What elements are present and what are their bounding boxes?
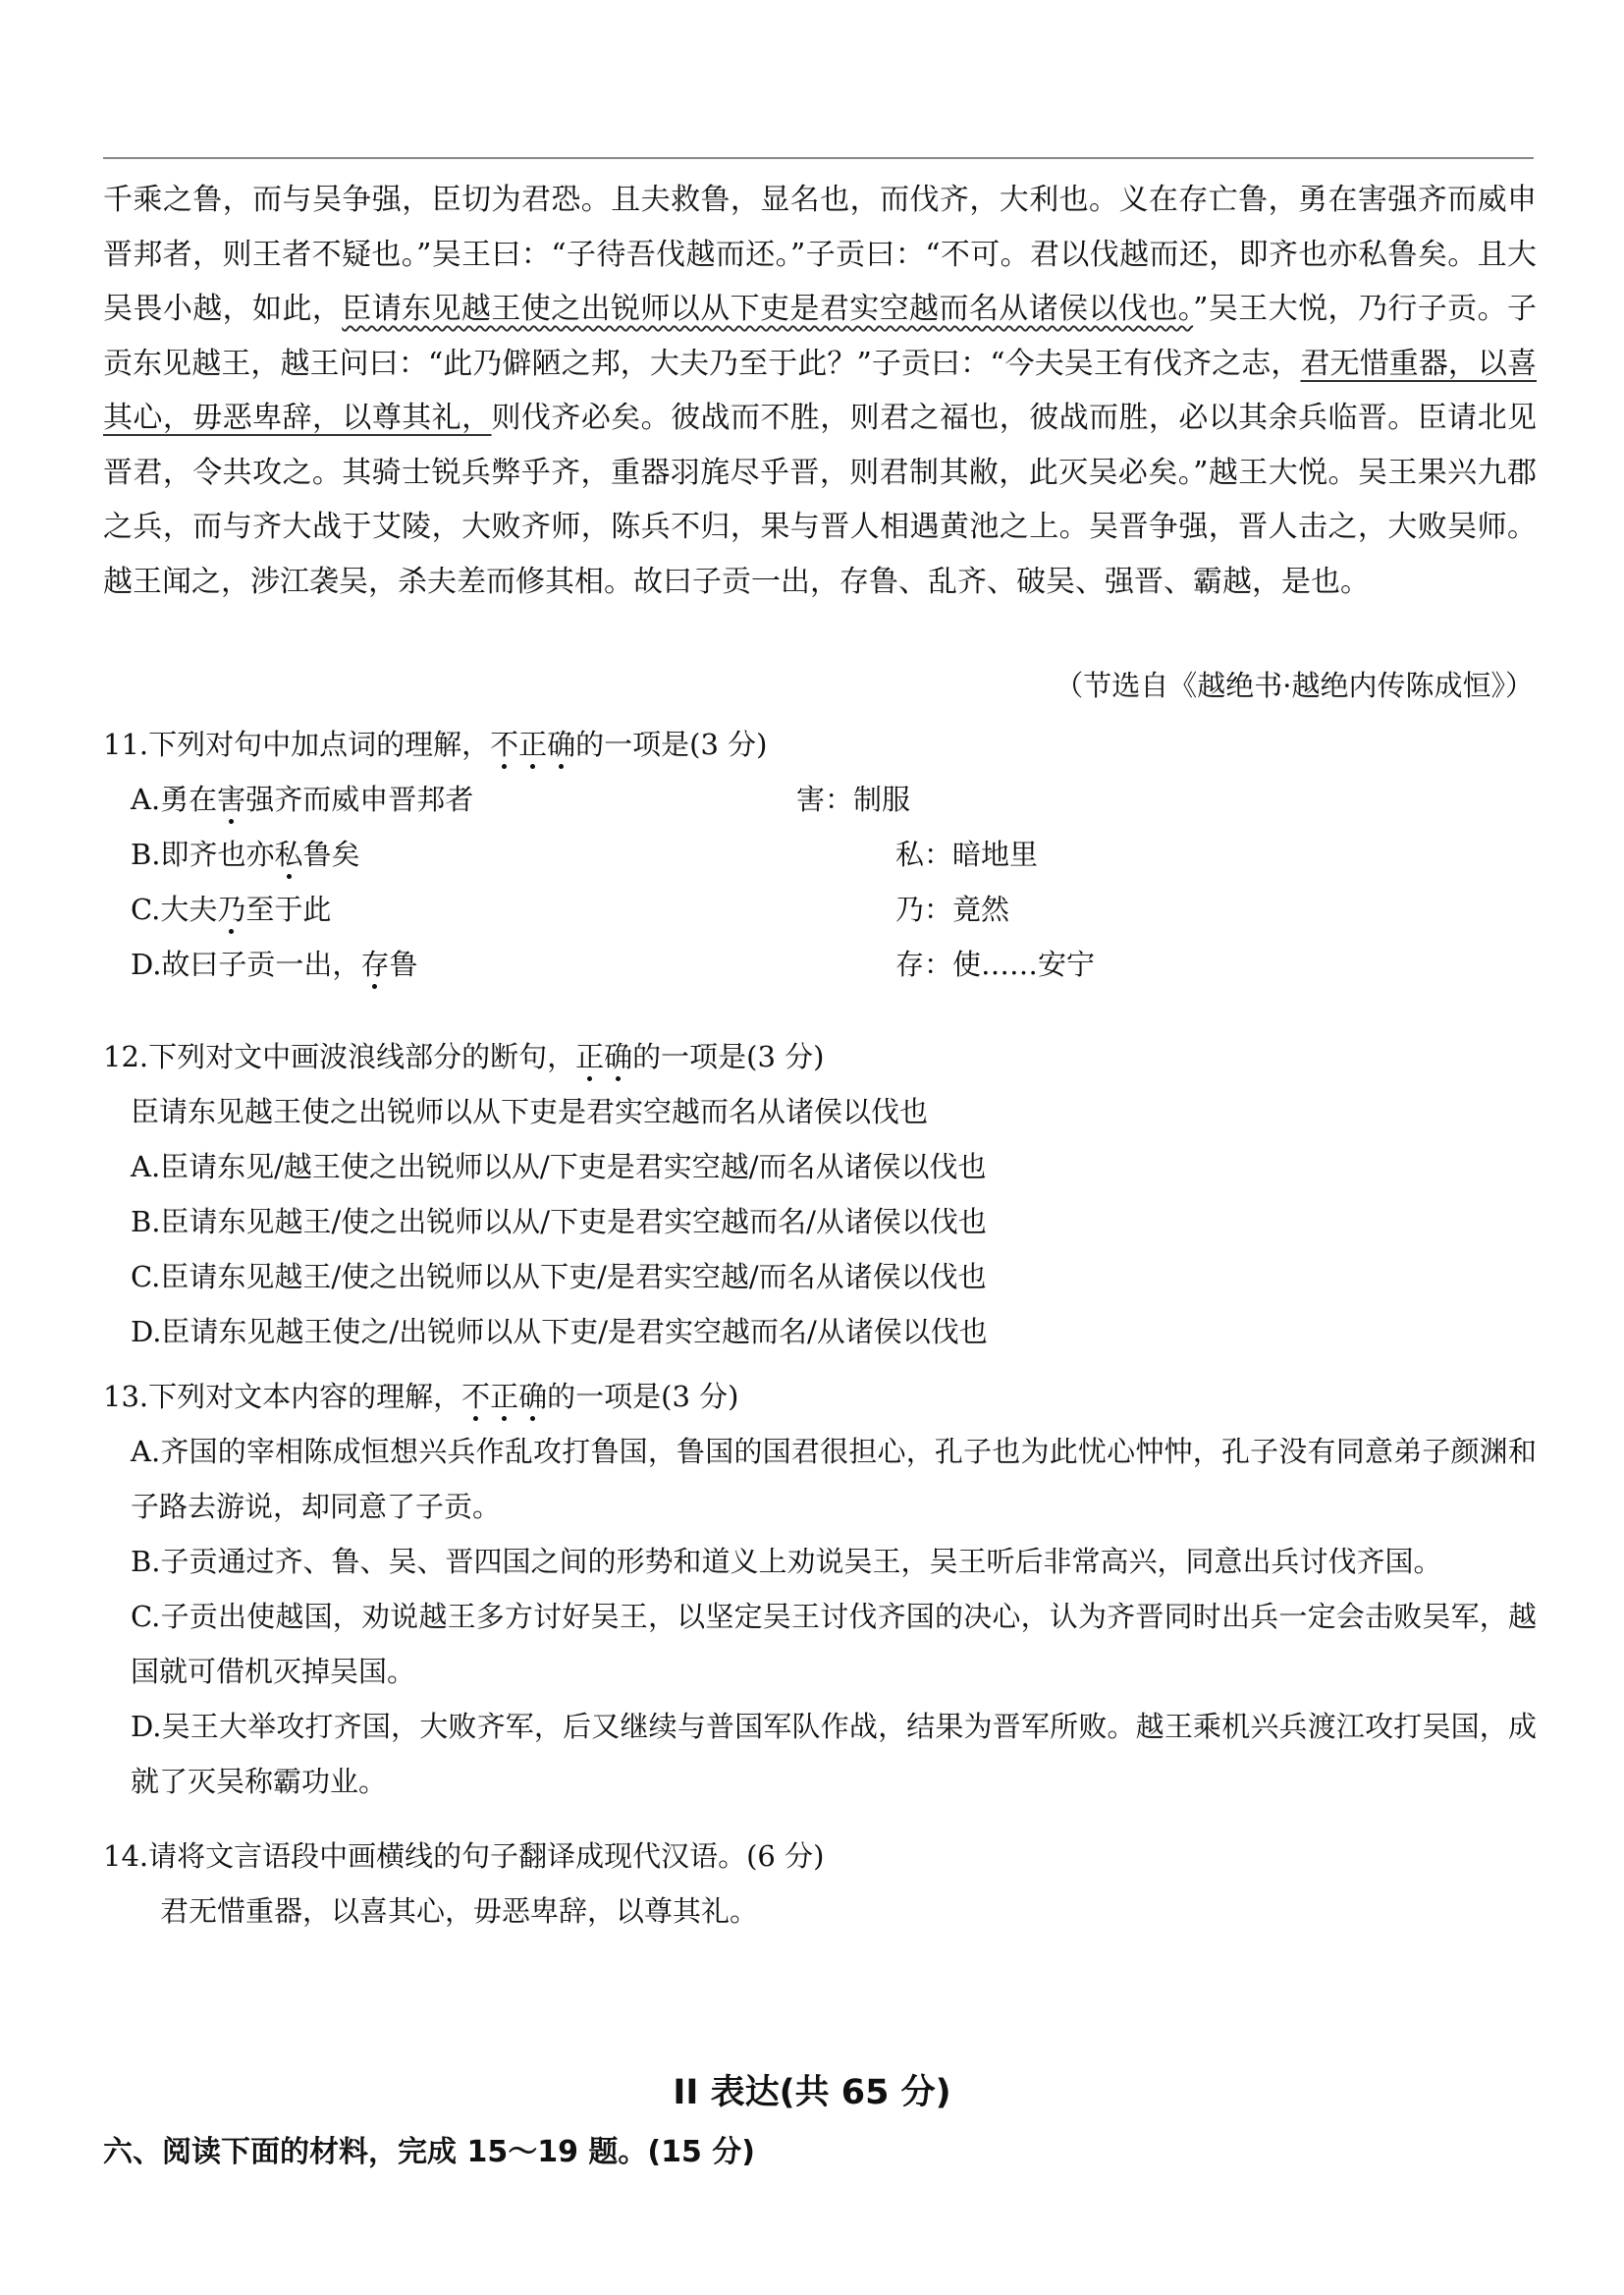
section-heading: 六、阅读下面的材料，完成 15～19 题。(15 分) <box>103 2135 755 2169</box>
option-b-meaning: 私：暗地里 <box>895 838 1039 871</box>
question-12-option-a: A.臣请东见/越王使之出锐师以从/下吏是君实空越/而名从诸侯以伐也 <box>131 1150 987 1183</box>
question-13 <box>103 1369 1537 1809</box>
question-12-option-c: C.臣请东见越王/使之出锐师以从下吏/是君实空越/而名从诸侯以伐也 <box>131 1260 987 1293</box>
question-12-stem: 12.下列对文中画波浪线部分的断句，正确的一项是(3 分) <box>103 1040 825 1073</box>
question-14-sentence: 君无惜重器，以喜其心，毋恶卑辞，以尊其礼。 <box>160 1894 759 1928</box>
question-11 <box>103 717 1537 992</box>
passage-text-2: ”吴王大悦，乃行子贡。子贡东见越王，越王问曰：“此乃僻陋之邦，大夫乃至于此？”子贡曰：“今夫吴王有伐齐之志， <box>103 292 1537 381</box>
question-13-option-a: A.齐国的宰相陈成恒想兴兵作乱攻打鲁国，鲁国的国君很担心，孔子也为此忧心忡忡，孔子没有同意弟子颜渊和子路去游说，却同意了子贡。 <box>131 1435 1537 1523</box>
question-11-stem: 11.下列对句中加点词的理解，不正确的一项是(3 分) <box>103 728 768 761</box>
question-13-stem: 13.下列对文本内容的理解，不正确的一项是(3 分) <box>103 1380 739 1413</box>
question-11-option-d: D.故曰子贡一出，存鲁 存：使……安宁 <box>103 937 1537 992</box>
question-13-option-b: B.子贡通过齐、鲁、吴、晋四国之间的形势和道义上劝说吴王，吴王听后非常高兴，同意出兵讨伐齐国。 <box>131 1545 1442 1578</box>
question-12-sentence: 臣请东见越王使之出锐师以从下吏是君实空越而名从诸侯以伐也 <box>131 1095 929 1128</box>
passage-text-3: 则伐齐必矣。彼战而不胜，则君之福也，彼战而胜，必以其余兵临晋。臣请北见晋君，令共攻之。其骑士锐兵弊乎齐，重器羽旄尽乎晋，则君制其敝，此灭吴必矣。”越王大悦。吴王果兴九郡之兵，而与齐大战于艾陵，大败齐师，陈兵不归，果与晋人相遇黄池之上。吴晋争强，晋人击之，大败吴师。越王闻之，涉江袭吴，杀夫差而修其相。故曰子贡一出，存鲁、乱齐、破吴、强晋、霸越，是也。 <box>103 401 1538 599</box>
passage-source: （节选自《越绝书·越绝内传陈成恒》） <box>1055 669 1534 702</box>
straight-underlined-sentence: 君无惜重器，以喜其心，毋恶卑辞，以尊其礼， <box>103 346 1538 435</box>
question-14 <box>103 1829 1537 1939</box>
question-13-option-d: D.吴王大举攻打齐国，大败齐军，后又继续与普国军队作战，结果为晋军所败。越王乘机兴兵渡江攻打吴国，成就了灭吴称霸功业。 <box>131 1710 1537 1798</box>
part-title: II 表达(共 65 分) <box>673 2073 951 2112</box>
option-c-meaning: 乃：竟然 <box>895 893 1010 926</box>
question-12-option-d: D.臣请东见越王使之/出锐师以从下吏/是君实空越而名/从诸侯以伐也 <box>131 1315 988 1348</box>
question-14-stem: 14.请将文言语段中画横线的句子翻译成现代汉语。(6 分) <box>103 1839 825 1873</box>
question-11-option-c: C.大夫乃至于此 乃：竟然 <box>103 882 1537 937</box>
option-d-meaning: 存：使……安宁 <box>895 948 1096 981</box>
question-11-option-a: A.勇在害强齐而威申晋邦者 害：制服 <box>103 772 1537 827</box>
question-12 <box>103 1029 1537 1359</box>
question-12-option-b: B.臣请东见越王/使之出锐师以从/下吏是君实空越而名/从诸侯以伐也 <box>131 1205 987 1238</box>
classical-passage <box>103 173 1537 609</box>
header-rule <box>103 157 1534 159</box>
passage-text-1: 千乘之鲁，而与吴争强，臣切为君恐。且夫救鲁，显名也，而伐齐，大利也。义在存亡鲁，勇在害强齐而威申晋邦者，则王者不疑也。”吴王曰：“子待吾伐越而还。”子贡曰：“不可。君以伐越而还，即齐也亦私鲁矣。且大吴畏小越，如此， <box>103 183 1537 326</box>
option-a-meaning: 害：制服 <box>796 783 911 816</box>
question-13-option-c: C.子贡出使越国，劝说越王多方讨好吴王，以坚定吴王讨伐齐国的决心，认为齐晋同时出兵一定会击败吴军，越国就可借机灭掉吴国。 <box>131 1600 1537 1688</box>
question-11-option-b: B.即齐也亦私鲁矣 私：暗地里 <box>103 827 1537 882</box>
wavy-underlined-sentence: 臣请东见越王使之出锐师以从下吏是君实空越而名从诸侯以伐也。 <box>342 292 1194 326</box>
